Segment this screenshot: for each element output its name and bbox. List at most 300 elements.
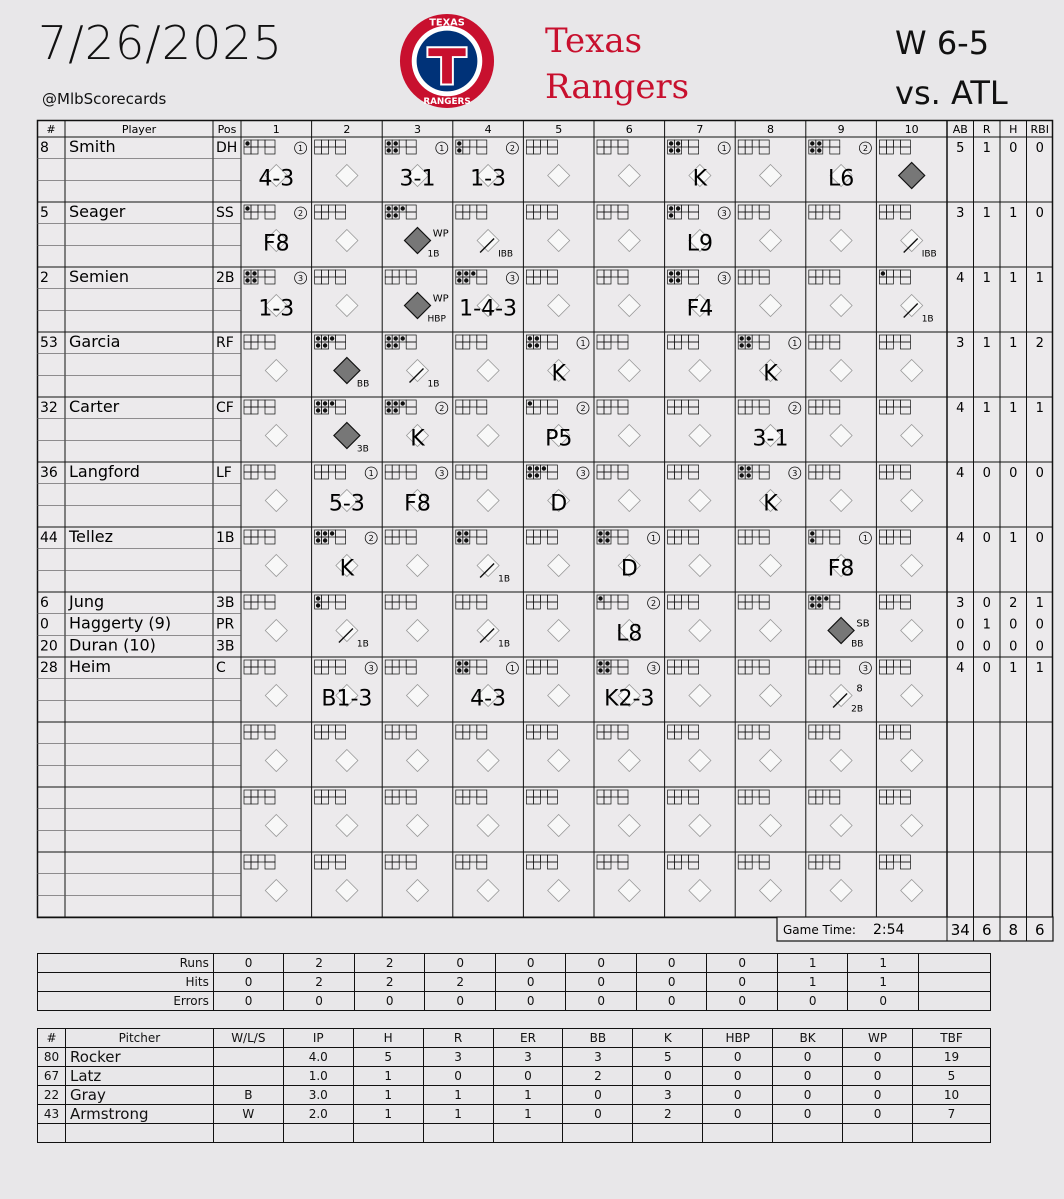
batter-name: Tellez: [69, 527, 114, 546]
strike-dot: [810, 148, 814, 152]
pitcher-name: Armstrong: [65, 1105, 213, 1124]
header-inning-2: 2: [343, 123, 351, 136]
play-note-base: HBP: [427, 314, 446, 325]
play-result: L6: [827, 166, 855, 192]
pitching-header: BK: [773, 1029, 843, 1048]
strike-dot: [387, 148, 391, 152]
batter-ab: 4: [956, 531, 965, 546]
strike-dot: [464, 668, 468, 672]
linescore-value: 0: [495, 954, 566, 973]
pitcher-stat: 1: [493, 1105, 563, 1124]
ball-dot: [387, 206, 391, 210]
play-result: F8: [827, 556, 855, 582]
pitcher-stat: [773, 1124, 843, 1143]
strike-dot: [598, 668, 602, 672]
strike-dot: [394, 213, 398, 217]
linescore-value: 1: [777, 973, 848, 992]
batting-scorecard: [37, 120, 1049, 945]
batter-r: 1: [982, 336, 991, 351]
strike-dot: [528, 473, 532, 477]
pitcher-stat: 0: [843, 1086, 913, 1105]
linescore-value: 2: [354, 954, 425, 973]
out-number: 2: [509, 144, 515, 153]
pitcher-stat: 80: [38, 1048, 66, 1067]
out-number: 1: [721, 144, 727, 153]
pitcher-stat: 0: [773, 1105, 843, 1124]
out-number: 1: [439, 144, 445, 153]
linescore-value: 2: [284, 973, 355, 992]
pitcher-stat: 0: [563, 1086, 633, 1105]
play-note-base: 1B: [498, 639, 511, 650]
strike-dot: [464, 278, 468, 282]
ball-dot: [394, 206, 398, 210]
svg-text:TEXAS: TEXAS: [429, 17, 465, 29]
ball-dot: [598, 661, 602, 665]
pitcher-stat: 43: [38, 1105, 66, 1124]
pitching-header: H: [353, 1029, 423, 1048]
play-note: 8: [856, 683, 863, 695]
linescore-value: 2: [425, 973, 496, 992]
out-number: 3: [721, 274, 727, 283]
pitcher-stat: [38, 1124, 66, 1143]
pitcher-stat: 3: [493, 1048, 563, 1067]
pitcher-stat: [633, 1124, 703, 1143]
batter-r: 1: [982, 401, 991, 416]
ball-dot: [316, 336, 320, 340]
linescore-value: 0: [636, 954, 707, 973]
batter-ab: 4: [956, 271, 965, 286]
linescore-label: Hits: [38, 973, 214, 992]
batter-ab: 0: [956, 639, 965, 655]
strike-dot: [245, 278, 249, 282]
header-r: R: [982, 123, 991, 136]
play-result: 4-3: [258, 166, 295, 192]
batter-number: 44: [40, 530, 58, 546]
batter-h: 0: [1009, 639, 1018, 655]
ball-dot: [330, 401, 334, 405]
batter-ab: 3: [956, 336, 965, 351]
ball-dot: [252, 271, 256, 275]
result-opponent: vs. ATL: [895, 74, 1008, 112]
batter-h: 1: [1009, 531, 1018, 546]
linescore-value: 0: [636, 992, 707, 1011]
ball-dot: [676, 271, 680, 275]
ball-dot: [457, 661, 461, 665]
batter-position: DH: [216, 140, 238, 156]
batter-ab: 3: [956, 206, 965, 221]
play-result: F4: [686, 296, 714, 322]
ball-dot: [245, 206, 249, 210]
batter-ab: 4: [956, 466, 965, 481]
play-note-base: BB: [851, 639, 864, 650]
ball-dot: [810, 531, 814, 535]
pitcher-name: [65, 1124, 213, 1143]
pitcher-stat: 1: [353, 1067, 423, 1086]
ball-dot: [387, 336, 391, 340]
play-note: WP: [432, 228, 449, 240]
linescore-value: 0: [425, 992, 496, 1011]
batter-r: 1: [982, 206, 991, 221]
play-note: WP: [432, 293, 449, 305]
pitching-header: TBF: [912, 1029, 990, 1048]
out-number: 2: [862, 144, 868, 153]
out-number: 2: [298, 209, 304, 218]
play-result: K: [339, 556, 355, 582]
ball-dot: [528, 336, 532, 340]
game-result: [895, 18, 1008, 118]
pitcher-stat: 4.0: [283, 1048, 353, 1067]
ball-dot: [747, 466, 751, 470]
pitcher-stat: [493, 1124, 563, 1143]
batter-ab: 4: [956, 661, 965, 676]
linescore-blank: [919, 954, 991, 973]
strike-dot: [676, 148, 680, 152]
batter-rbi: 0: [1035, 206, 1044, 221]
pitcher-stat: [843, 1124, 913, 1143]
strike-dot: [457, 148, 461, 152]
batter-rbi: 1: [1035, 271, 1044, 286]
ball-dot: [676, 206, 680, 210]
pitcher-stat: 3: [563, 1048, 633, 1067]
strike-dot: [387, 408, 391, 412]
pitcher-stat: [563, 1124, 633, 1143]
play-result: K2-3: [604, 686, 655, 712]
play-note: SB: [856, 618, 870, 630]
pitcher-stat: [213, 1048, 283, 1067]
play-note-base: 1B: [356, 639, 369, 650]
ball-dot: [528, 401, 532, 405]
ball-dot: [535, 336, 539, 340]
pitcher-stat: 10: [912, 1086, 990, 1105]
strike-dot: [535, 473, 539, 477]
batter-r: 0: [982, 531, 991, 546]
batter-position: LF: [216, 465, 232, 481]
ball-dot: [464, 271, 468, 275]
out-number: 3: [651, 664, 657, 673]
batter-h: 1: [1009, 336, 1018, 351]
batter-name: Duran (10): [69, 635, 156, 655]
play-result: 1-3: [470, 166, 507, 192]
pitching-header: Pitcher: [65, 1029, 213, 1048]
play-result: 1-4-3: [459, 296, 518, 322]
rangers-logo: [398, 12, 496, 110]
batter-position: RF: [216, 335, 234, 351]
ball-dot: [330, 531, 334, 535]
ball-dot: [810, 141, 814, 145]
pitcher-stat: 1: [423, 1105, 493, 1124]
batter-h: 0: [1009, 617, 1018, 633]
ball-dot: [394, 141, 398, 145]
team-name-line1: Texas: [545, 21, 643, 61]
linescore-value: 0: [213, 973, 284, 992]
out-number: 2: [651, 599, 657, 608]
pitcher-stat: 1.0: [283, 1067, 353, 1086]
play-note-base: 1B: [427, 379, 440, 390]
ball-dot: [457, 141, 461, 145]
pitching-header: K: [633, 1029, 703, 1048]
strike-dot: [817, 603, 821, 607]
linescore-row: [38, 973, 991, 992]
batter-name: Heim: [69, 657, 111, 676]
header-inning-9: 9: [837, 123, 845, 136]
play-result: F8: [404, 491, 431, 517]
ball-dot: [471, 271, 475, 275]
ball-dot: [394, 336, 398, 340]
play-note-base: 1B: [427, 249, 440, 260]
strike-dot: [323, 538, 327, 542]
ball-dot: [323, 401, 327, 405]
linescore-value: 0: [284, 992, 355, 1011]
ball-dot: [605, 661, 609, 665]
linescore-value: 2: [354, 973, 425, 992]
pitcher-stat: [213, 1124, 283, 1143]
pitching-header: BB: [563, 1029, 633, 1048]
linescore-value: 2: [284, 954, 355, 973]
game-time-label: Game Time:: [783, 923, 856, 937]
linescore-blank: [919, 973, 991, 992]
batter-name: Seager: [69, 202, 126, 221]
pitcher-row: [38, 1048, 991, 1067]
pitcher-stat: 0: [703, 1105, 773, 1124]
strike-dot: [316, 408, 320, 412]
pitcher-stat: 22: [38, 1086, 66, 1105]
pitcher-row: [38, 1086, 991, 1105]
batter-r: 0: [982, 466, 991, 481]
linescore-table: [37, 953, 991, 1011]
linescore-value: 0: [213, 954, 284, 973]
play-result: D: [550, 491, 568, 517]
header-inning-5: 5: [555, 123, 563, 136]
out-number: 2: [580, 404, 586, 413]
ball-dot: [810, 596, 814, 600]
play-result: 3-1: [399, 166, 436, 192]
play-note-base: BB: [356, 379, 370, 390]
batter-h: 1: [1009, 661, 1018, 676]
batter-number: 8: [40, 140, 49, 156]
pitcher-row: [38, 1105, 991, 1124]
pitcher-stat: 0: [843, 1048, 913, 1067]
batter-ab: 4: [956, 401, 965, 416]
batter-r: 1: [982, 141, 991, 156]
linescore-value: 0: [566, 973, 637, 992]
strike-dot: [252, 278, 256, 282]
pitcher-stat: 0: [423, 1067, 493, 1086]
batter-name: Carter: [69, 397, 120, 416]
batter-rbi: 0: [1035, 617, 1044, 633]
batter-h: 0: [1009, 466, 1018, 481]
pitcher-row: [38, 1124, 991, 1143]
strike-dot: [387, 213, 391, 217]
strike-dot: [387, 343, 391, 347]
pitcher-row: [38, 1067, 991, 1086]
linescore-value: 0: [495, 973, 566, 992]
batter-number: 0: [40, 616, 49, 633]
strike-dot: [810, 538, 814, 542]
out-number: 3: [792, 469, 798, 478]
out-number: 1: [651, 534, 657, 543]
ball-dot: [464, 531, 468, 535]
batter-h: 1: [1009, 206, 1018, 221]
ball-dot: [464, 661, 468, 665]
linescore-row: [38, 992, 991, 1011]
pitcher-stat: 5: [633, 1048, 703, 1067]
ball-dot: [387, 401, 391, 405]
batter-h: 0: [1009, 141, 1018, 156]
strike-dot: [394, 148, 398, 152]
batter-name: Langford: [69, 462, 140, 481]
ball-dot: [535, 466, 539, 470]
batter-h: 1: [1009, 401, 1018, 416]
batter-number: 32: [40, 400, 58, 416]
out-number: 3: [439, 469, 445, 478]
linescore-value: 1: [848, 973, 919, 992]
play-result: K: [692, 166, 708, 192]
linescore-value: 0: [566, 992, 637, 1011]
batter-rbi: 1: [1035, 596, 1044, 611]
play-result: K: [763, 491, 778, 517]
linescore-value: 0: [354, 992, 425, 1011]
pitcher-stat: 1: [493, 1086, 563, 1105]
out-number: 1: [298, 144, 304, 153]
strike-dot: [457, 538, 461, 542]
pitcher-stat: 0: [703, 1086, 773, 1105]
ball-dot: [245, 141, 249, 145]
batter-position: CF: [216, 400, 234, 416]
strike-dot: [669, 148, 673, 152]
out-number: 1: [368, 469, 374, 478]
strike-dot: [528, 343, 532, 347]
pitcher-stat: 2.0: [283, 1105, 353, 1124]
batter-r: 1: [982, 271, 991, 286]
batter-number: 28: [40, 660, 58, 676]
strike-dot: [598, 538, 602, 542]
strike-dot: [457, 668, 461, 672]
pitcher-stat: 67: [38, 1067, 66, 1086]
play-result: D: [620, 556, 638, 582]
pitcher-stat: [213, 1067, 283, 1086]
pitcher-stat: 0: [703, 1048, 773, 1067]
linescore-value: 0: [495, 992, 566, 1011]
ball-dot: [387, 141, 391, 145]
pitcher-name: Rocker: [65, 1048, 213, 1067]
ball-dot: [457, 271, 461, 275]
out-number: 1: [862, 534, 868, 543]
batter-rbi: 0: [1035, 531, 1044, 546]
ball-dot: [817, 596, 821, 600]
ball-dot: [528, 466, 532, 470]
pitcher-stat: 0: [703, 1067, 773, 1086]
linescore-label: Errors: [38, 992, 214, 1011]
batter-number: 6: [40, 595, 49, 611]
pitcher-stat: 2: [633, 1105, 703, 1124]
batter-ab: 5: [956, 141, 965, 156]
total-r: 6: [981, 921, 992, 939]
ball-dot: [747, 336, 751, 340]
header-inning-6: 6: [625, 123, 633, 136]
ball-dot: [245, 271, 249, 275]
ball-dot: [401, 401, 405, 405]
pitcher-stat: 0: [843, 1105, 913, 1124]
batter-position: 3B: [216, 595, 235, 611]
header-inning-7: 7: [696, 123, 704, 136]
header-pos: Pos: [217, 123, 237, 136]
ball-dot: [605, 531, 609, 535]
play-note-base: 1B: [921, 314, 934, 325]
ball-dot: [316, 531, 320, 535]
strike-dot: [535, 343, 539, 347]
out-number: 3: [368, 664, 374, 673]
strike-dot: [810, 603, 814, 607]
play-result: K: [410, 426, 425, 452]
pitcher-stat: 5: [353, 1048, 423, 1067]
batter-name: Jung: [69, 592, 105, 611]
ball-dot: [330, 336, 334, 340]
pitcher-stat: [283, 1124, 353, 1143]
header-inning-3: 3: [414, 123, 421, 136]
header-inning-1: 1: [272, 123, 280, 136]
strike-dot: [669, 278, 673, 282]
batter-position: 1B: [216, 530, 235, 546]
batter-rbi: 1: [1035, 401, 1044, 416]
batter-position: PR: [216, 616, 235, 633]
out-number: 2: [439, 404, 445, 413]
linescore-value: 0: [848, 992, 919, 1011]
game-date: 7/26/2025: [38, 16, 283, 70]
play-note-base: 1B: [498, 574, 511, 585]
pitcher-stat: [353, 1124, 423, 1143]
team-name: [545, 18, 689, 110]
pitcher-name: Latz: [65, 1067, 213, 1086]
batter-rbi: 1: [1035, 661, 1044, 676]
play-result: L9: [686, 231, 714, 257]
header-player: Player: [121, 123, 157, 136]
batter-number: 5: [40, 205, 49, 221]
linescore-value: 0: [707, 954, 778, 973]
total-rbi: 6: [1034, 921, 1045, 939]
ball-dot: [740, 336, 744, 340]
pitcher-stat: 2: [563, 1067, 633, 1086]
batter-rbi: 0: [1035, 639, 1044, 655]
pitcher-stat: 0: [633, 1067, 703, 1086]
pitcher-stat: [423, 1124, 493, 1143]
pitcher-stat: 0: [843, 1067, 913, 1086]
out-number: 3: [298, 274, 304, 283]
ball-dot: [598, 531, 602, 535]
pitcher-stat: 3: [633, 1086, 703, 1105]
pitcher-stat: 0: [773, 1086, 843, 1105]
play-result: 3-1: [752, 426, 789, 452]
play-result: B1-3: [321, 686, 373, 712]
ball-dot: [542, 466, 546, 470]
linescore-blank: [919, 992, 991, 1011]
strike-dot: [605, 668, 609, 672]
header-inning-8: 8: [767, 123, 774, 136]
batter-ab: 0: [956, 617, 965, 633]
header-h: H: [1009, 123, 1018, 136]
batter-r: 0: [982, 596, 991, 611]
strike-dot: [464, 538, 468, 542]
linescore-label: Runs: [38, 954, 214, 973]
strike-dot: [676, 278, 680, 282]
batter-rbi: 2: [1035, 336, 1044, 351]
result-score: W 6-5: [895, 24, 990, 62]
pitching-header: #: [38, 1029, 66, 1048]
ball-dot: [323, 531, 327, 535]
batter-r: 0: [982, 661, 991, 676]
linescore-value: 0: [777, 992, 848, 1011]
batter-number: 20: [40, 638, 58, 655]
strike-dot: [316, 538, 320, 542]
